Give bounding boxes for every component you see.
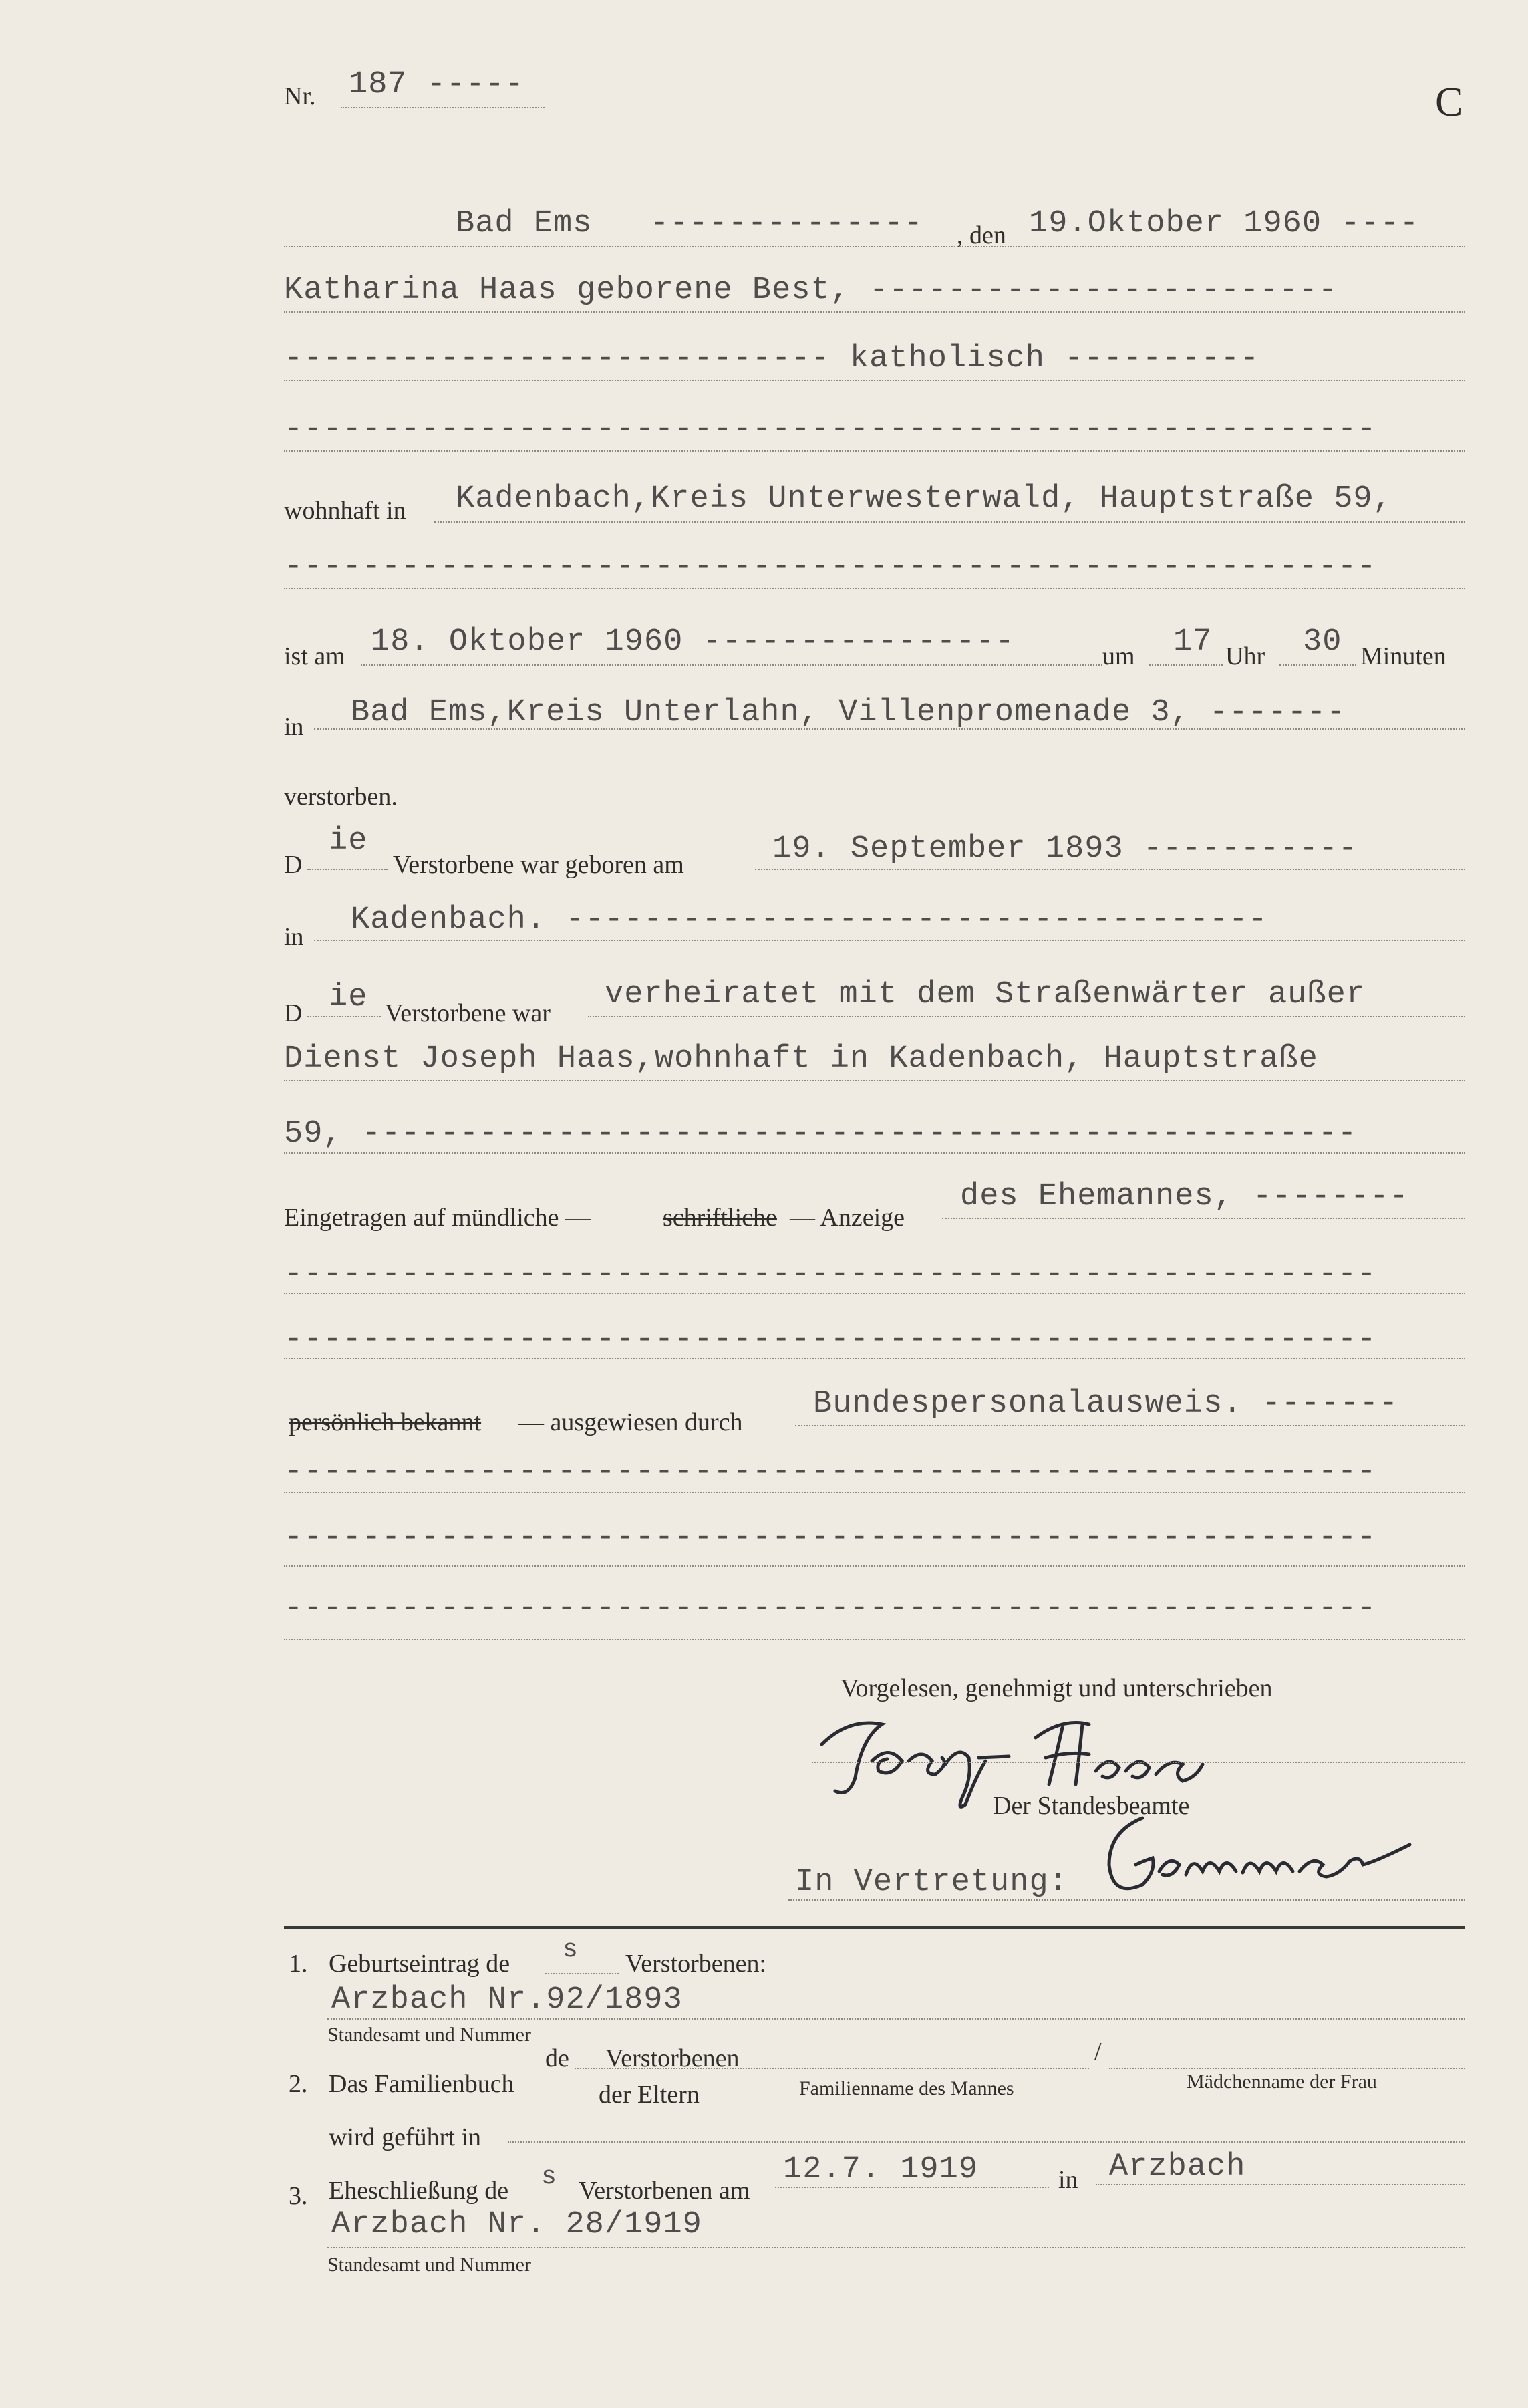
nr-label: Nr.: [284, 82, 316, 110]
dash-line: --------------------------------------------------------: [284, 1454, 1377, 1490]
dash-line: --------------------------------------------------------: [284, 549, 1377, 585]
marriage-date: 12.7. 1919: [783, 2152, 979, 2187]
verstorbene-war-label: Verstorbene war: [385, 999, 551, 1027]
ist-am-label: ist am: [284, 642, 345, 670]
signature-registrar: [1096, 1798, 1430, 1905]
um-label: um: [1102, 642, 1135, 670]
dotted-line: [314, 940, 1465, 941]
identification-document: Bundespersonalausweis. -------: [813, 1386, 1399, 1422]
item-number: 2.: [289, 2070, 308, 2098]
dotted-line: [307, 1016, 381, 1017]
birth-register-entry: Arzbach Nr.92/1893: [331, 1982, 683, 2018]
signature-dotted-line: [788, 1899, 1465, 1901]
marital-status-line-2: Dienst Joseph Haas,wohnhaft in Kadenbach, Hauptstraße: [284, 1041, 1318, 1077]
familienname-label: Familienname des Mannes: [799, 2077, 1014, 2099]
verstorbenen-label: Verstorbenen:: [625, 1950, 767, 1978]
dotted-line: [284, 1293, 1465, 1294]
dotted-line: [942, 1218, 1465, 1219]
struck-schriftliche: schriftliche: [663, 1204, 777, 1232]
standesamt-nummer-label: Standesamt und Nummer: [327, 2024, 531, 2046]
death-place: Bad Ems,Kreis Unterlahn, Villenpromenade 3, -------: [351, 695, 1346, 730]
marriage-place: Arzbach: [1109, 2149, 1246, 2185]
dotted-line: [327, 2018, 1465, 2020]
wird-gefuehrt-label: wird geführt in: [329, 2123, 481, 2151]
geburtseintrag-label: Geburtseintrag de: [329, 1950, 510, 1978]
dotted-line: [361, 664, 1102, 666]
den-label: , den: [957, 221, 1006, 249]
dotted-line: [284, 450, 1465, 452]
reported-by: des Ehemannes, --------: [960, 1179, 1409, 1214]
death-minute: 30: [1303, 624, 1342, 660]
eingetragen-label: Eingetragen auf mündliche —: [284, 1204, 591, 1232]
dotted-line: [434, 521, 1465, 523]
dash-line: --------------------------------------------------------: [284, 1322, 1377, 1357]
dotted-line: [284, 246, 1465, 247]
anzeige-label: — Anzeige: [790, 1204, 905, 1232]
birth-date: 19. September 1893 -----------: [772, 831, 1358, 867]
marital-status-line-3: 59, ---------------------------------------------------: [284, 1116, 1358, 1152]
struck-persoenlich-bekannt: persönlich bekannt: [289, 1408, 482, 1436]
dotted-line: [327, 2247, 1465, 2248]
deceased-name: Katharina Haas geborene Best, ------------------------: [284, 273, 1338, 308]
verstorben-label: verstorben.: [284, 783, 398, 811]
dotted-line: [775, 2187, 1049, 2188]
dotted-line: [508, 2141, 1465, 2143]
wohnhaft-label: wohnhaft in: [284, 497, 406, 525]
in-label: in: [284, 713, 304, 741]
registration-date: 19.Oktober 1960 ----: [1029, 206, 1420, 241]
item-number: 1.: [289, 1950, 308, 1978]
dotted-line: [284, 1492, 1465, 1493]
footer-separator: [284, 1926, 1465, 1929]
marital-status-line-1: verheiratet mit dem Straßenwärter außer: [605, 977, 1366, 1013]
svg-text:Josef Haas: Josef Haas: [808, 1814, 820, 1817]
dotted-line: [575, 2068, 1089, 2069]
dotted-line: [284, 588, 1465, 589]
dotted-line: [284, 1080, 1465, 1081]
dotted-line: [314, 728, 1465, 730]
form-letter: C: [1435, 80, 1463, 125]
residence-address: Kadenbach,Kreis Unterwesterwald, Hauptstraße 59,: [456, 481, 1392, 517]
minuten-label: Minuten: [1360, 642, 1446, 670]
d-label: D: [284, 999, 303, 1027]
dash-line: --------------------------------------------------------: [284, 1520, 1377, 1555]
dash-line: --------------------------------------------------------: [284, 1591, 1377, 1626]
religion: ---------------------------- katholisch ----------: [284, 341, 1260, 376]
birth-place: Kadenbach. ------------------------------------: [351, 902, 1268, 938]
article-suffix: ie: [329, 980, 368, 1015]
death-hour: 17: [1173, 624, 1213, 660]
item-number: 3.: [289, 2182, 308, 2210]
d-label: D: [284, 851, 303, 879]
standesamt-nummer-label: Standesamt und Nummer: [327, 2254, 531, 2276]
dotted-line: [284, 311, 1465, 313]
dotted-line: [545, 1973, 619, 1974]
ausgewiesen-label: — ausgewiesen durch: [518, 1408, 743, 1436]
article-suffix: ie: [329, 823, 368, 859]
dash-line: --------------------------------------------------------: [284, 1256, 1377, 1292]
svg-text:Gemmer: Gemmer: [1096, 1901, 1105, 1904]
standesbeamte-label: Der Standesbeamte: [993, 1792, 1190, 1820]
nr-dotted-line: [341, 107, 545, 108]
familienbuch-verstorbenen: Verstorbenen: [605, 2044, 740, 2072]
dotted-line: [755, 869, 1465, 870]
article-suffix: s: [541, 2163, 557, 2191]
dotted-line: [1096, 2184, 1465, 2185]
dotted-line: [284, 1639, 1465, 1640]
familienbuch-eltern: der Eltern: [599, 2081, 700, 2109]
in-vertretung-label: In Vertretung:: [795, 1865, 1068, 1900]
dotted-line: [795, 1425, 1465, 1426]
dotted-line: [284, 1358, 1465, 1359]
eheschliessung-label: Eheschließung de: [329, 2177, 509, 2205]
dash-line: --------------------------------------------------------: [284, 412, 1377, 447]
dotted-line: [588, 1016, 1465, 1017]
marriage-in-label: in: [1058, 2166, 1078, 2194]
dotted-line: [307, 869, 388, 870]
maedchenname-label: Mädchenname der Frau: [1187, 2070, 1377, 2093]
article-suffix: s: [563, 1935, 579, 1964]
death-date: 18. Oktober 1960 ----------------: [371, 624, 1015, 660]
familienbuch-de: de: [545, 2044, 569, 2072]
slash-separator: /: [1094, 2038, 1102, 2066]
dotted-line: [1109, 2068, 1465, 2069]
dotted-line: [284, 1152, 1465, 1154]
dotted-line: [284, 1565, 1465, 1567]
registration-place: Bad Ems: [456, 206, 593, 241]
register-number: 187 -----: [349, 67, 524, 102]
geboren-label: Verstorbene war geboren am: [393, 851, 684, 879]
uhr-label: Uhr: [1225, 642, 1265, 670]
familienbuch-label: Das Familienbuch: [329, 2070, 514, 2098]
dotted-line: [284, 380, 1465, 381]
vorgelesen-label: Vorgelesen, genehmigt und unterschrieben: [841, 1674, 1273, 1702]
verstorbenen-am-label: Verstorbenen am: [579, 2177, 750, 2205]
dash-filler: --------------: [650, 206, 923, 241]
in-label: in: [284, 923, 304, 951]
signature-dotted-line: [812, 1762, 1465, 1763]
marriage-register-entry: Arzbach Nr. 28/1919: [331, 2207, 702, 2242]
dotted-line: [1149, 664, 1223, 666]
dotted-line: [1279, 664, 1356, 666]
